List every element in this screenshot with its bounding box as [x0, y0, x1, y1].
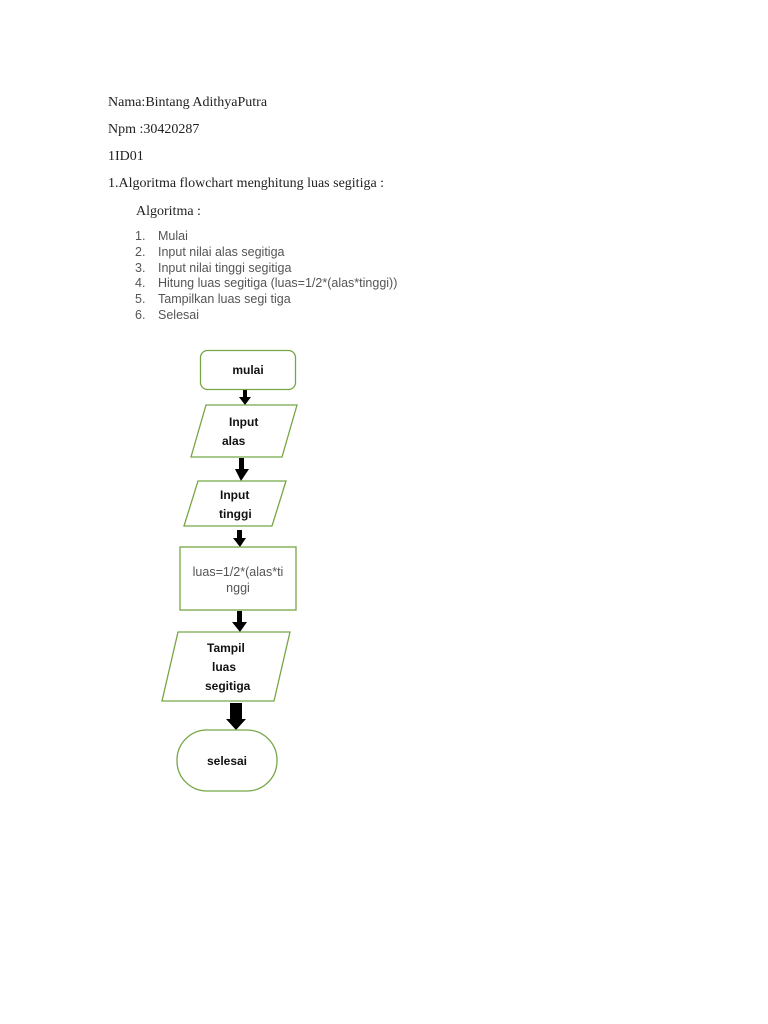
arrow-down [226, 703, 246, 730]
arrow-down [232, 611, 247, 632]
arrow-down [233, 530, 246, 547]
end-terminal [177, 730, 277, 791]
algorithm-step: 3. Input nilai tinggi segitiga [135, 260, 292, 275]
process-box [180, 547, 296, 610]
algorithm-step: 6. Selesai [135, 307, 199, 322]
end-label: selesai [206, 754, 248, 768]
arrow-down [239, 390, 251, 405]
student-npm: Npm :30420287 [108, 122, 200, 137]
process-line1: luas=1/2*(alas*ti [192, 565, 284, 579]
algorithm-step: 1. Mulai [135, 229, 188, 243]
output-line1: Tampil [207, 641, 245, 655]
student-name: Nama:Bintang AdithyaPutra [108, 95, 268, 110]
input-tinggi-line1: Input [220, 488, 250, 502]
process-line2: nggi [226, 581, 250, 595]
input-alas-line1: Input [229, 415, 259, 429]
question-title: 1.Algoritma flowchart menghitung luas segitiga : [108, 176, 385, 191]
start-label: mulai [232, 363, 264, 377]
input-alas-line2: alas [222, 434, 246, 448]
algorithm-heading: Algoritma : [136, 204, 201, 219]
algorithm-step: 5. Tampilkan luas segi tiga [135, 292, 291, 307]
input-alas-shape [191, 405, 297, 457]
input-tinggi-line2: tinggi [219, 507, 252, 521]
output-shape [162, 632, 290, 701]
algorithm-step: 4. Hitung luas segitiga (luas=1/2*(alas*tinggi)) [135, 276, 398, 291]
start-terminal [201, 351, 296, 390]
output-line3: segitiga [205, 679, 251, 693]
algorithm-step: 2. Input nilai alas segitiga [135, 244, 285, 259]
class-code: 1ID01 [108, 149, 144, 164]
input-tinggi-shape [184, 481, 286, 526]
output-line2: luas [212, 660, 237, 674]
arrow-down [235, 458, 249, 481]
